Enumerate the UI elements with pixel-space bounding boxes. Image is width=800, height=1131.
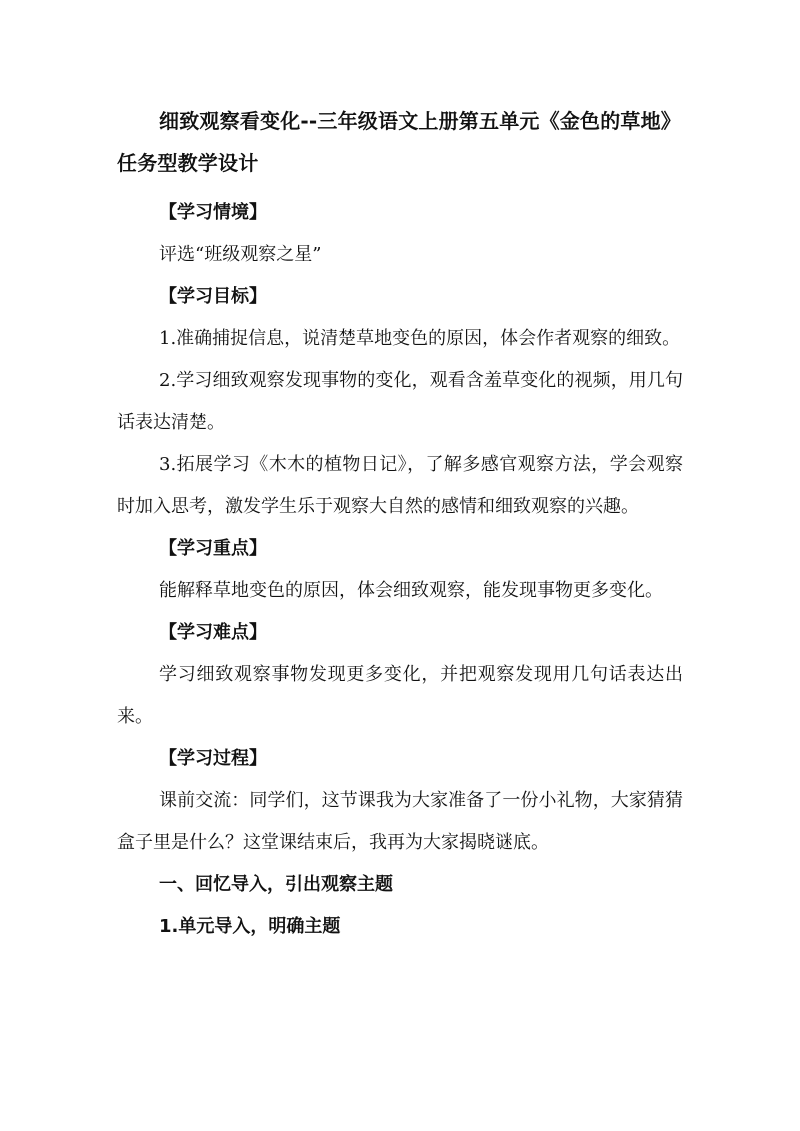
situation-text: 评选“班级观察之星”: [159, 244, 322, 265]
goal-item-2: 2.学习细致观察发现事物的变化，观看含羞草变化的视频，用几句话表达清楚。: [117, 370, 683, 433]
difficulty-text: 学习细致观察事物发现更多变化，并把观察发现用几句话表达出来。: [117, 664, 683, 727]
goals-heading: 【学习目标】: [159, 286, 267, 307]
goal-item-3: 3.拓展学习《木木的植物日记》，了解多感官观察方法，学会观察时加入思考，激发学生乐于观察大自然的感情和细致观察的兴趣。: [117, 454, 683, 517]
key-points-text: 能解释草地变色的原因，体会细致观察，能发现事物更多变化。: [159, 580, 663, 601]
process-heading: 【学习过程】: [159, 748, 267, 769]
key-points-heading: 【学习重点】: [159, 538, 267, 559]
goal-item-1: 1.准确捕捉信息，说清楚草地变色的原因，体会作者观察的细致。: [159, 328, 681, 349]
situation-heading: 【学习情境】: [159, 202, 267, 223]
step-1-1-heading: 1.单元导入，明确主题: [159, 916, 341, 937]
difficulty-heading: 【学习难点】: [159, 622, 267, 643]
document-body: [117, 100, 683, 948]
step-1-heading: 一、回忆导入，引出观察主题: [159, 874, 393, 895]
document-title: 细致观察看变化--三年级语文上册第五单元《金色的草地》任务型教学设计: [117, 109, 682, 175]
process-intro-text: 课前交流：同学们，这节课我为大家准备了一份小礼物，大家猜猜盒子里是什么？这堂课结束后，我再为大家揭晓谜底。: [117, 790, 683, 853]
